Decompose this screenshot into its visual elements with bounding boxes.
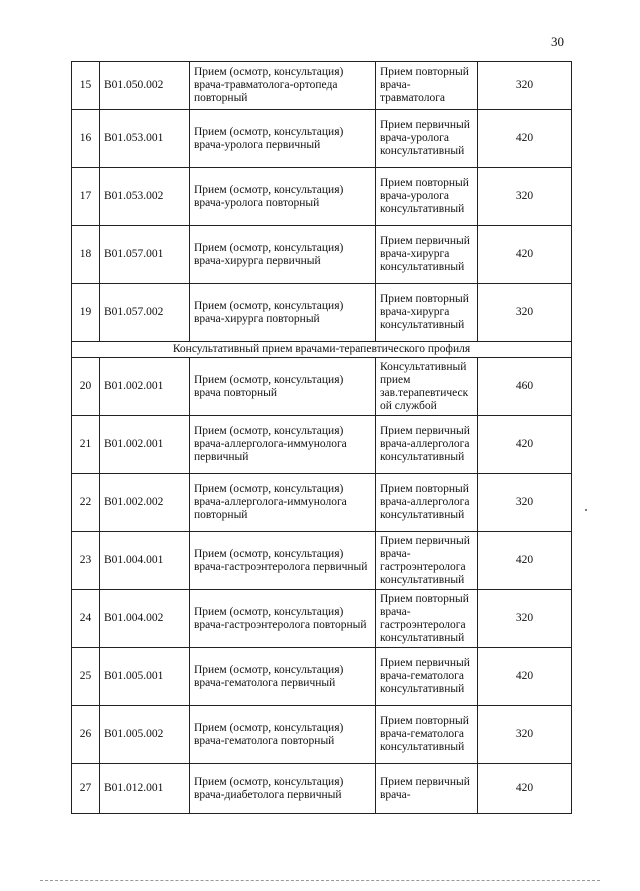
table-row bbox=[72, 416, 572, 474]
table-body-lower bbox=[72, 358, 572, 814]
service-name: Прием (осмотр, консультация) врача-травматолога-ортопеда повторный bbox=[190, 62, 376, 110]
table-row bbox=[72, 110, 572, 168]
services-price-table bbox=[71, 61, 572, 814]
row-number: 22 bbox=[72, 474, 100, 532]
table-row bbox=[72, 284, 572, 342]
table-row bbox=[72, 590, 572, 648]
table-row bbox=[72, 168, 572, 226]
service-name: Прием (осмотр, консультация) врача повторный bbox=[190, 358, 376, 416]
table-body-upper bbox=[72, 62, 572, 342]
table-row bbox=[72, 474, 572, 532]
service-name: Прием (осмотр, консультация) врача-хирурга первичный bbox=[190, 226, 376, 284]
service-price: 320 bbox=[478, 168, 572, 226]
row-number: 20 bbox=[72, 358, 100, 416]
service-code: B01.005.001 bbox=[100, 648, 190, 706]
service-price: 420 bbox=[478, 226, 572, 284]
service-name: Прием (осмотр, консультация) врача-хирурга повторный bbox=[190, 284, 376, 342]
service-code: B01.002.001 bbox=[100, 358, 190, 416]
service-price: 420 bbox=[478, 416, 572, 474]
table-row bbox=[72, 648, 572, 706]
row-number: 26 bbox=[72, 706, 100, 764]
service-price: 420 bbox=[478, 110, 572, 168]
table-row bbox=[72, 764, 572, 814]
service-short-name: Прием первичный врача-гастроэнтеролога консультативный bbox=[376, 532, 478, 590]
service-name: Прием (осмотр, консультация) врача-диабетолога первичный bbox=[190, 764, 376, 814]
service-name: Прием (осмотр, консультация) врача-аллерголога-иммунолога первичный bbox=[190, 416, 376, 474]
service-short-name: Прием повторный врача-травматолога bbox=[376, 62, 478, 110]
service-code: B01.002.001 bbox=[100, 416, 190, 474]
service-short-name: Прием повторный врача-гематолога консультативный bbox=[376, 706, 478, 764]
section-header-row bbox=[72, 342, 572, 358]
service-price: 320 bbox=[478, 284, 572, 342]
row-number: 24 bbox=[72, 590, 100, 648]
row-number: 15 bbox=[72, 62, 100, 110]
row-number: 19 bbox=[72, 284, 100, 342]
service-name: Прием (осмотр, консультация) врача-уролога повторный bbox=[190, 168, 376, 226]
service-short-name: Прием повторный врача-аллерголога консультативный bbox=[376, 474, 478, 532]
service-code: B01.053.002 bbox=[100, 168, 190, 226]
service-short-name: Прием первичный врача-гематолога консультативный bbox=[376, 648, 478, 706]
service-code: B01.053.001 bbox=[100, 110, 190, 168]
service-short-name: Прием первичный врача-уролога консультативный bbox=[376, 110, 478, 168]
service-code: B01.004.001 bbox=[100, 532, 190, 590]
table-row bbox=[72, 226, 572, 284]
service-name: Прием (осмотр, консультация) врача-гематолога первичный bbox=[190, 648, 376, 706]
scan-speck bbox=[585, 509, 587, 511]
service-code: B01.057.001 bbox=[100, 226, 190, 284]
table-row bbox=[72, 706, 572, 764]
row-number: 17 bbox=[72, 168, 100, 226]
row-number: 27 bbox=[72, 764, 100, 814]
service-price: 320 bbox=[478, 62, 572, 110]
page-number: 30 bbox=[551, 34, 564, 49]
service-code: B01.012.001 bbox=[100, 764, 190, 814]
service-short-name: Прием первичный врача-аллерголога консультативный bbox=[376, 416, 478, 474]
service-short-name: Прием первичный врача- bbox=[376, 764, 478, 814]
service-price: 460 bbox=[478, 358, 572, 416]
service-price: 320 bbox=[478, 590, 572, 648]
service-short-name: Консультативный прием зав.терапевтическ ой службой bbox=[376, 358, 478, 416]
service-price: 320 bbox=[478, 706, 572, 764]
row-number: 21 bbox=[72, 416, 100, 474]
service-name: Прием (осмотр, консультация) врача-гематолога повторный bbox=[190, 706, 376, 764]
service-code: B01.004.002 bbox=[100, 590, 190, 648]
row-number: 23 bbox=[72, 532, 100, 590]
service-price: 420 bbox=[478, 532, 572, 590]
table-row bbox=[72, 532, 572, 590]
service-code: B01.057.002 bbox=[100, 284, 190, 342]
section-title: Консультативный прием врачами-терапевтического профиля bbox=[72, 342, 572, 358]
service-short-name: Прием первичный врача-хирурга консультативный bbox=[376, 226, 478, 284]
service-price: 320 bbox=[478, 474, 572, 532]
service-price: 420 bbox=[478, 764, 572, 814]
service-name: Прием (осмотр, консультация) врача-уролога первичный bbox=[190, 110, 376, 168]
service-short-name: Прием повторный врача-уролога консультативный bbox=[376, 168, 478, 226]
table-row bbox=[72, 358, 572, 416]
service-name: Прием (осмотр, консультация) врача-гастроэнтеролога повторный bbox=[190, 590, 376, 648]
service-short-name: Прием повторный врача-хирурга консультативный bbox=[376, 284, 478, 342]
row-number: 25 bbox=[72, 648, 100, 706]
footer-dashed-line bbox=[40, 880, 600, 881]
row-number: 18 bbox=[72, 226, 100, 284]
service-price: 420 bbox=[478, 648, 572, 706]
service-short-name: Прием повторный врача-гастроэнтеролога консультативный bbox=[376, 590, 478, 648]
service-code: B01.005.002 bbox=[100, 706, 190, 764]
service-name: Прием (осмотр, консультация) врача-аллерголога-иммунолога повторный bbox=[190, 474, 376, 532]
service-name: Прием (осмотр, консультация) врача-гастроэнтеролога первичный bbox=[190, 532, 376, 590]
table-row bbox=[72, 62, 572, 110]
service-code: B01.050.002 bbox=[100, 62, 190, 110]
service-code: B01.002.002 bbox=[100, 474, 190, 532]
row-number: 16 bbox=[72, 110, 100, 168]
table-section bbox=[72, 342, 572, 358]
